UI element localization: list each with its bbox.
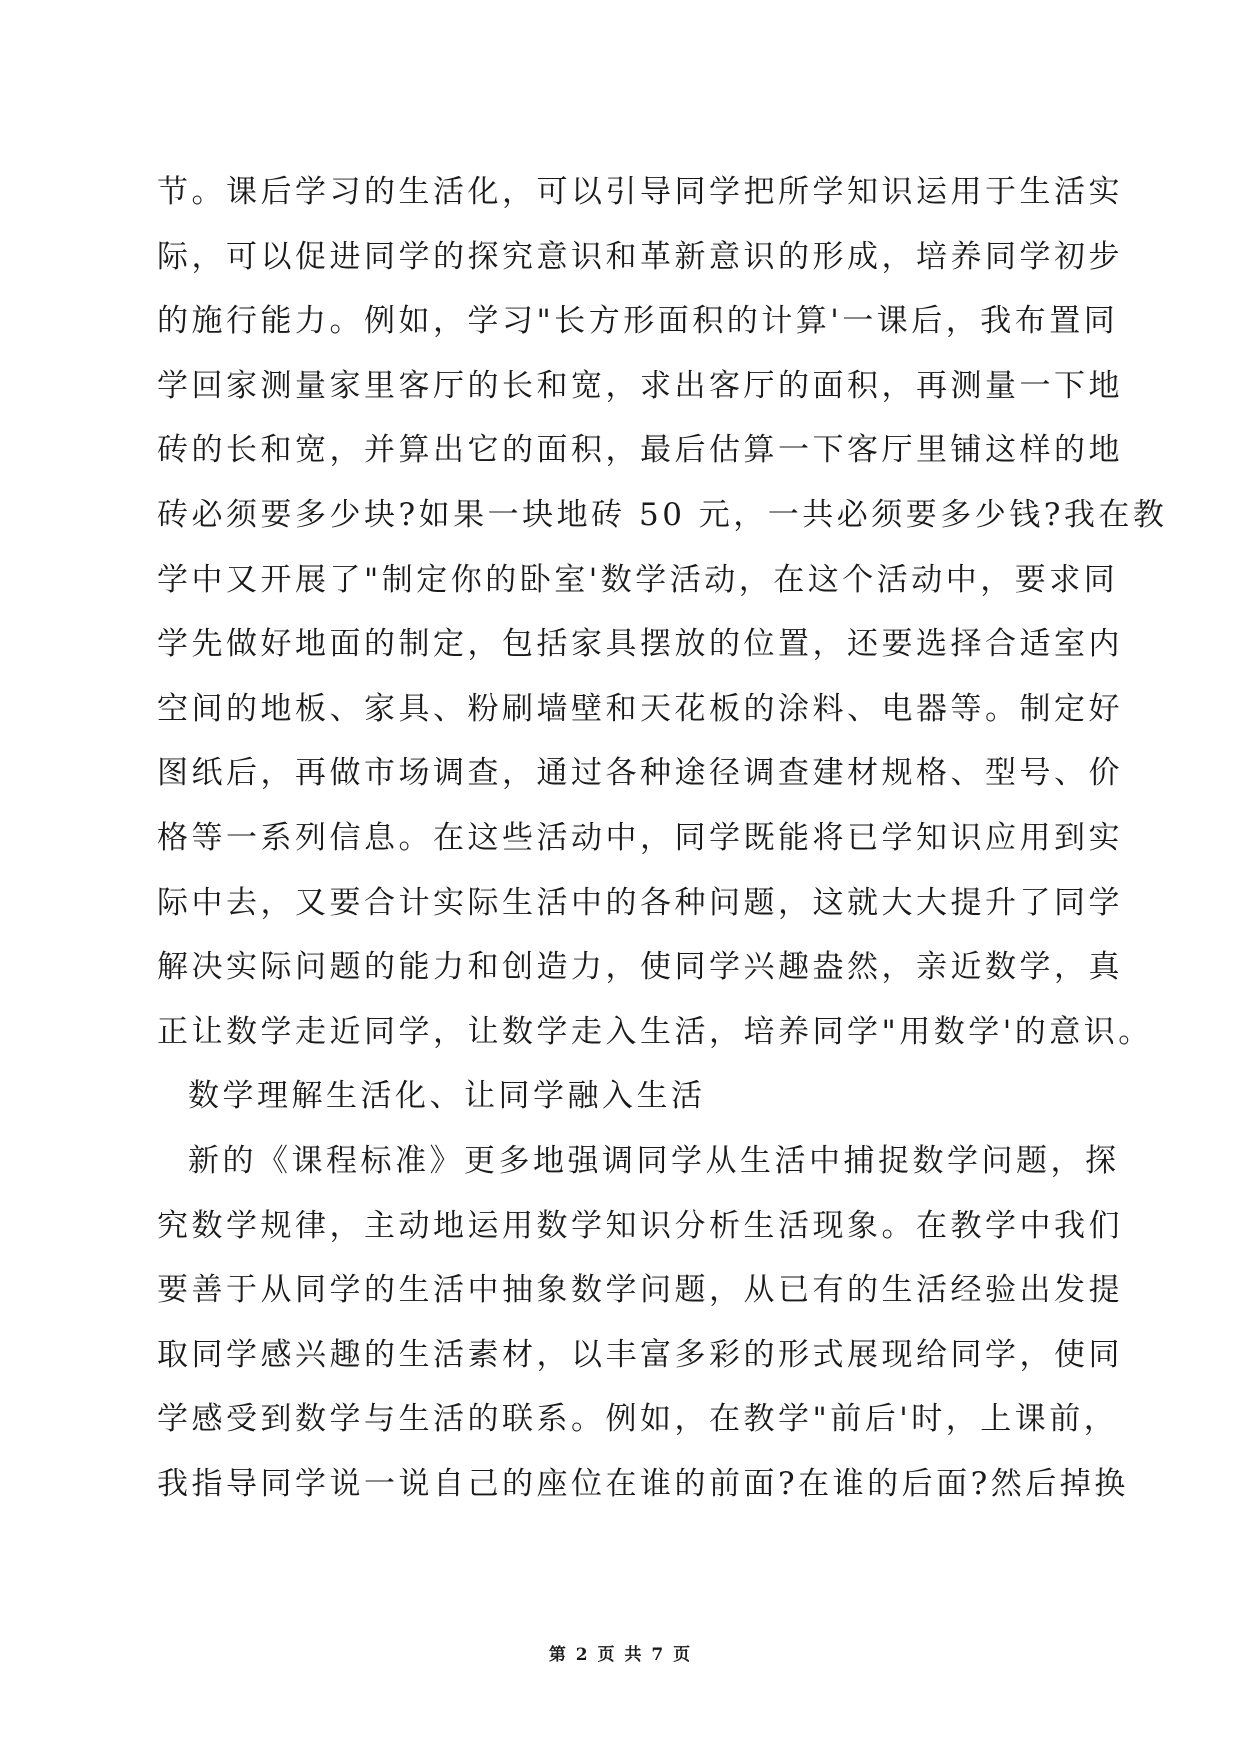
text-line: 学回家测量家里客厅的长和宽，求出客厅的面积，再测量一下地 — [157, 367, 1123, 404]
text-line: 空间的地板、家具、粉刷墙壁和天花板的涂料、电器等。制定好 — [157, 690, 1123, 727]
text-line: 正让数学走近同学，让数学走入生活，培养同学"用数学'的意识。 — [157, 1013, 1153, 1050]
text-line: 际中去，又要合计实际生活中的各种问题，这就大大提升了同学 — [157, 884, 1123, 921]
text-line: 学感受到数学与生活的联系。例如，在教学"前后'时，上课前， — [157, 1401, 1119, 1438]
text-line: 节。课后学习的生活化，可以引导同学把所学知识运用于生活实 — [157, 174, 1123, 210]
text-line: 要善于从同学的生活中抽象数学问题，从已有的生活经验出发提 — [157, 1272, 1123, 1309]
text-line: 取同学感兴趣的生活素材，以丰富多彩的形式展现给同学，使同 — [157, 1336, 1123, 1373]
text-line: 究数学规律，主动地运用数学知识分析生活现象。在教学中我们 — [157, 1207, 1123, 1244]
text-line: 际，可以促进同学的探究意识和革新意识的形成，培养同学初步 — [157, 238, 1123, 275]
text-line: 我指导同学说一说自己的座位在谁的前面?在谁的后面?然后掉换 — [157, 1465, 1129, 1502]
text-line: 砖的长和宽，并算出它的面积，最后估算一下客厅里铺这样的地 — [157, 432, 1123, 469]
text-line: 图纸后，再做市场调查，通过各种途径调查建材规格、型号、价 — [157, 755, 1123, 792]
text-line: 学先做好地面的制定，包括家具摆放的位置，还要选择合适室内 — [157, 626, 1123, 663]
text-line: 格等一系列信息。在这些活动中，同学既能将已学知识应用到实 — [157, 819, 1123, 856]
page-number-footer: 第 2 页 共 7 页 — [548, 1645, 693, 1665]
text-line: 的施行能力。例如，学习"长方形面积的计算'一课后，我布置同 — [157, 303, 1119, 340]
text-line: 砖必须要多少块?如果一块地砖 50 元，一共必须要多少钱?我在教 — [157, 496, 1168, 533]
section-heading: 数学理解生活化、让同学融入生活 — [188, 1078, 706, 1115]
text-line: 新的《课程标准》更多地强调同学从生活中捕捉数学问题，探 — [188, 1142, 1120, 1179]
text-line: 解决实际问题的能力和创造力，使同学兴趣盎然，亲近数学，真 — [157, 949, 1123, 986]
text-line: 学中又开展了"制定你的卧室'数学活动，在这个活动中，要求同 — [157, 561, 1119, 598]
body-text — [157, 160, 1168, 1516]
